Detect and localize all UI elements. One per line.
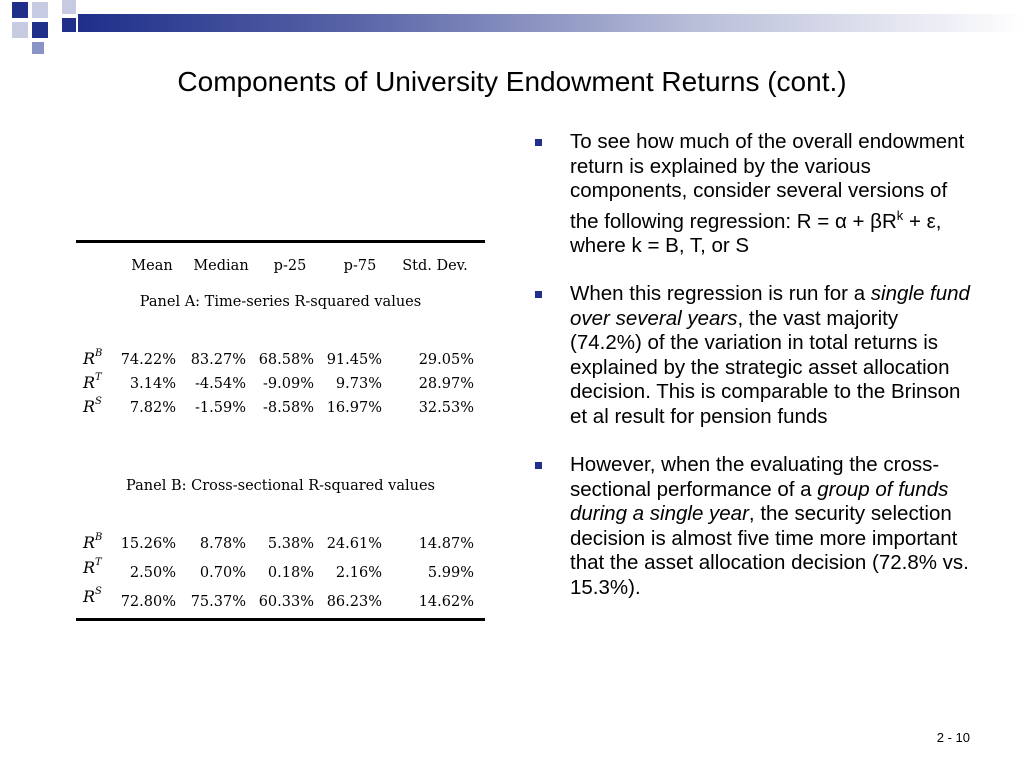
bullet-square-icon	[535, 291, 542, 298]
table-cell: 74.22%	[120, 352, 176, 368]
table-cell: 5.38%	[267, 536, 314, 552]
row-label-rs-b: $R^S$	[83, 585, 102, 606]
header-gradient-bar	[78, 14, 1024, 32]
bullet-item	[530, 130, 975, 258]
bullet-square-icon	[535, 139, 542, 146]
slide-title: Components of University Endowment Returns (cont.)	[177, 66, 847, 97]
col-header-median: Median	[193, 258, 249, 274]
table-cell: 72.80%	[120, 594, 176, 610]
row-label-rt-b: $R^T$	[83, 556, 102, 577]
table-cell: 24.61%	[326, 536, 382, 552]
panel-a-title: Panel A: Time-series R-squared values	[139, 294, 422, 310]
col-header-mean: Mean	[131, 258, 173, 274]
col-header-std-dev: Std. Dev.	[402, 258, 468, 274]
bullet-text: However, when the evaluating the cross-sectional performance of a group of funds during a single year, the security selection decision is almost five time more important that the asset allocation decision (72.8% vs. 15.3%).	[570, 453, 969, 599]
table-cell: -8.58%	[263, 400, 314, 416]
col-header-p25: p-25	[273, 258, 307, 274]
table-cell: 14.87%	[418, 536, 474, 552]
table-cell: 0.18%	[267, 565, 314, 581]
table-cell: 9.73%	[335, 376, 382, 392]
table-cell: 28.97%	[418, 376, 474, 392]
table-cell: 86.23%	[326, 594, 382, 610]
table-cell: 2.50%	[129, 565, 176, 581]
page-number: 2 - 10	[936, 730, 970, 745]
header-square-4	[12, 22, 28, 38]
col-header-p75: p-75	[343, 258, 377, 274]
table-cell: 5.99%	[427, 565, 474, 581]
header-square-6	[62, 18, 76, 32]
table-cell: 2.16%	[335, 565, 382, 581]
table-cell: 60.33%	[258, 594, 314, 610]
row-label-rb-a: $R^B$	[83, 347, 103, 368]
row-label-rs-a: $R^S$	[83, 395, 102, 416]
table-cell: -1.59%	[195, 400, 246, 416]
table-cell: 3.14%	[129, 376, 176, 392]
table-cell: 14.62%	[418, 594, 474, 610]
bullet-square-icon	[535, 462, 542, 469]
table-cell: 8.78%	[199, 536, 246, 552]
bullet-item	[530, 453, 975, 600]
table-cell: -9.09%	[263, 376, 314, 392]
bullet-text: To see how much of the overall endowment return is explained by the various components, consider several versions of the following regression: $R = \alpha + \beta R^k + \varepsilon$, where k = B, T, or S	[570, 130, 965, 257]
table-cell: 29.05%	[418, 352, 474, 368]
table-cell: 32.53%	[418, 400, 474, 416]
table-cell: 83.27%	[190, 352, 246, 368]
bullet-text: When this regression is run for a single fund over several years, the vast majority (74.2%) of the variation in total returns is explained by the strategic asset allocation decision. This is comparable to the Brinson et al result for pension funds	[570, 282, 970, 428]
header-square-5	[32, 22, 48, 38]
bullet-item	[530, 282, 975, 429]
table-bottom-rule	[76, 618, 485, 621]
header-square-1	[12, 2, 28, 18]
table-cell: 7.82%	[129, 400, 176, 416]
r-squared-table	[76, 240, 485, 621]
row-label-rt-a: $R^T$	[83, 371, 102, 392]
table-cell: 16.97%	[326, 400, 382, 416]
table-cell: 91.45%	[326, 352, 382, 368]
header-square-7	[32, 42, 44, 54]
table-cell: 75.37%	[190, 594, 246, 610]
bullet-list	[530, 130, 975, 624]
table-cell: 68.58%	[258, 352, 314, 368]
table-top-rule	[76, 240, 485, 243]
header-square-2	[32, 2, 48, 18]
header-square-3	[62, 0, 76, 14]
panel-b-title: Panel B: Cross-sectional R-squared values	[126, 478, 435, 494]
table-cell: 15.26%	[120, 536, 176, 552]
row-label-rb-b: $R^B$	[83, 531, 103, 552]
table-cell: 0.70%	[199, 565, 246, 581]
table-cell: -4.54%	[195, 376, 246, 392]
